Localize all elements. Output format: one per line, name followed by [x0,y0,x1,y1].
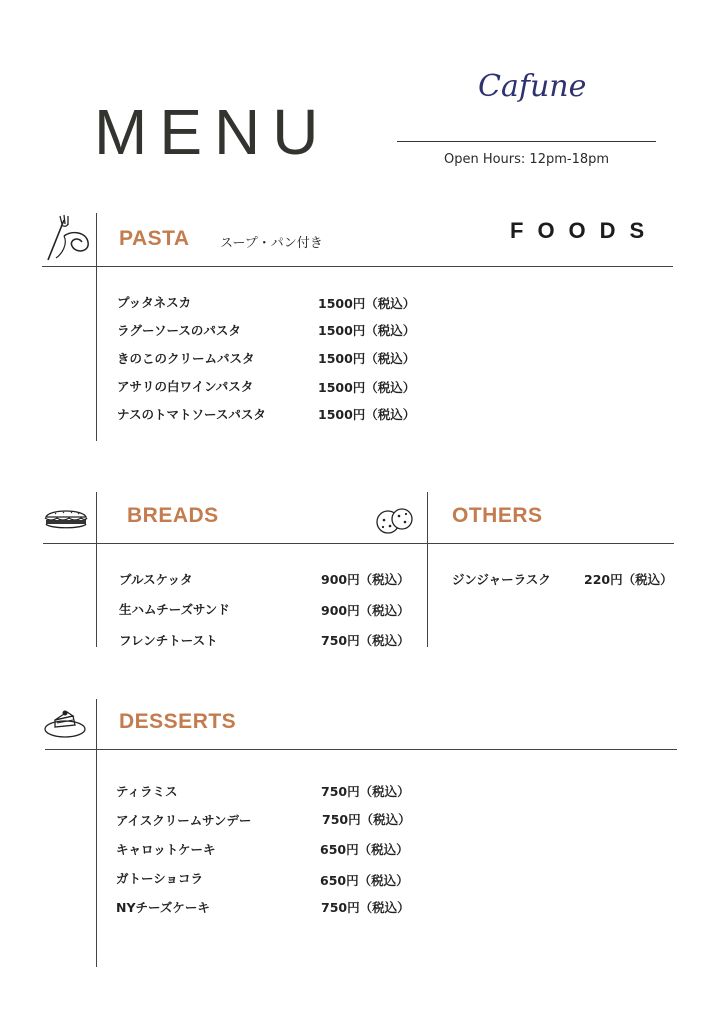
menu-item-price: 900円（税込） [321,603,410,618]
menu-item-price: 900円（税込） [321,572,410,587]
pasta-note: スープ・パン付き [220,236,323,251]
open-hours: Open Hours: 12pm-18pm [443,152,610,167]
cookies-icon [375,506,415,536]
menu-item-name: フレンチトースト [119,633,218,648]
svg-text:Cafune: Cafune [478,69,587,104]
foods-label: FOODS [510,218,659,243]
menu-item-price: 750円（税込） [321,900,410,915]
menu-title: MENU [94,96,331,168]
menu-item-price: 1500円（税込） [318,323,416,338]
menu-item-price: 750円（税込） [321,633,410,648]
desserts-vertical-line [96,699,97,967]
breads-others-separator [427,492,428,647]
breads-title: BREADS [127,504,219,527]
desserts-divider [45,749,677,750]
sandwich-icon [43,505,89,531]
menu-item-name: NYチーズケーキ [116,900,210,915]
menu-item-price: 1500円（税込） [318,380,416,395]
menu-item-name: ラグーソースのパスタ [117,323,241,338]
pasta-title: PASTA [119,227,190,250]
desserts-title: DESSERTS [119,710,237,733]
cafune-logo [470,58,604,118]
hours-divider [397,141,656,142]
menu-item-name: ナスのトマトソースパスタ [117,407,266,422]
menu-item-name: アサリの白ワインパスタ [117,379,254,394]
menu-item-name: プッタネスカ [117,295,192,310]
menu-item-price: 220円（税込） [584,572,673,587]
pasta-divider [42,266,673,267]
menu-item-name: ブルスケッタ [119,572,193,587]
menu-item-price: 1500円（税込） [318,407,416,422]
menu-item-price: 650円（税込） [320,842,409,857]
menu-item-name: きのこのクリームパスタ [117,351,255,366]
menu-item-name: アイスクリームサンデー [116,813,252,828]
pasta-vertical-line [96,213,97,441]
menu-item-name: キャロットケーキ [116,842,216,857]
menu-item-price: 1500円（税込） [318,296,416,311]
cake-icon [43,707,87,739]
menu-item-name: ティラミス [116,784,178,799]
menu-item-price: 650円（税込） [320,873,409,888]
menu-item-name: ジンジャーラスク [452,572,551,587]
menu-item-price: 1500円（税込） [318,351,416,366]
menu-item-price: 750円（税込） [322,812,411,827]
breads-divider [43,543,674,544]
others-title: OTHERS [452,504,543,527]
menu-item-price: 750円（税込） [321,784,410,799]
menu-item-name: ガトーショコラ [116,871,204,886]
fork-pasta-icon [42,210,92,262]
breads-vertical-line [96,492,97,647]
menu-item-name: 生ハムチーズサンド [119,602,230,617]
